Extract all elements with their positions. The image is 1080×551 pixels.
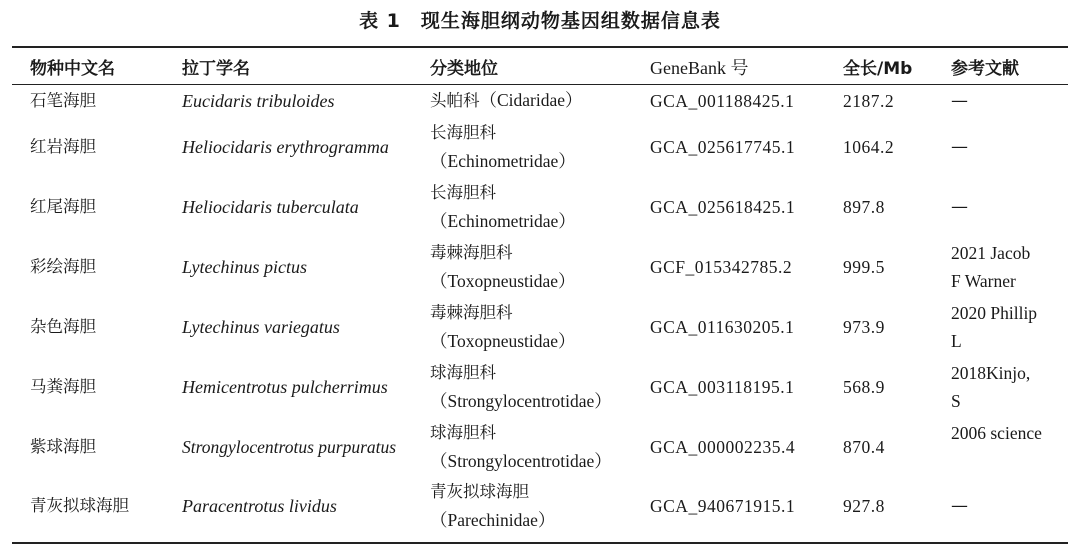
species-chinese-name: 红岩海胆 xyxy=(30,137,96,156)
table-row xyxy=(0,477,1080,535)
species-latin-name: Paracentrotus lividus xyxy=(182,496,337,516)
species-latin-name: Lytechinus variegatus xyxy=(182,317,340,337)
table-number: 表 1 xyxy=(359,10,401,32)
species-chinese-name: 彩绘海胆 xyxy=(30,257,96,276)
top-rule xyxy=(12,46,1068,48)
reference-cell: — xyxy=(951,137,968,157)
table-title: 现生海胆纲动物基因组数据信息表 xyxy=(420,10,721,32)
header-taxonomy: 分类地位 xyxy=(430,59,498,79)
species-latin-name: Heliocidaris erythrogramma xyxy=(182,137,389,157)
bottom-rule xyxy=(12,542,1068,544)
reference-cell: 2020 Phillip L xyxy=(951,303,1038,351)
genome-length: 927.8 xyxy=(843,496,885,516)
header-genebank: GeneBank 号 xyxy=(650,58,749,78)
species-chinese-name: 石笔海胆 xyxy=(30,90,96,110)
reference-cell: — xyxy=(951,496,968,516)
table-row xyxy=(0,117,1080,177)
table-row xyxy=(0,84,1080,117)
taxonomy-cell: 长海胆科 （Echinometridae） xyxy=(430,183,576,231)
genome-length: 973.9 xyxy=(843,317,885,337)
table-row xyxy=(0,297,1080,357)
accession-number: GCF_015342785.2 xyxy=(650,257,793,277)
species-latin-name: Lytechinus pictus xyxy=(182,257,307,277)
table-caption xyxy=(0,6,1080,33)
taxonomy-cell: 青灰拟球海胆 （Parechinidae） xyxy=(430,482,556,530)
accession-number: GCA_003118195.1 xyxy=(650,377,795,397)
species-chinese-name: 马粪海胆 xyxy=(30,377,96,396)
species-latin-name: Strongylocentrotus purpuratus xyxy=(182,437,397,457)
taxonomy-cell: 球海胆科 （Strongylocentrotidae） xyxy=(430,423,612,471)
reference-cell: 2006 science xyxy=(951,423,1042,443)
species-latin-name: Hemicentrotus pulcherrimus xyxy=(182,377,388,397)
table-row xyxy=(0,357,1080,417)
accession-number: GCA_025617745.1 xyxy=(650,137,796,157)
table-row xyxy=(0,177,1080,237)
reference-cell: 2021 Jacob F Warner xyxy=(951,243,1031,291)
species-chinese-name: 杂色海胆 xyxy=(30,317,96,336)
table-body xyxy=(0,84,1080,535)
taxonomy-cell: 毒棘海胆科 （Toxopneustidae） xyxy=(430,303,576,351)
species-chinese-name: 紫球海胆 xyxy=(30,437,96,456)
reference-cell: — xyxy=(951,90,968,111)
taxonomy-cell: 头帕科（Cidaridae） xyxy=(430,90,583,110)
header-chinese-name: 物种中文名 xyxy=(30,59,115,79)
taxonomy-cell: 毒棘海胆科 （Toxopneustidae） xyxy=(430,243,576,291)
table-row xyxy=(0,237,1080,297)
accession-number: GCA_940671915.1 xyxy=(650,496,796,516)
species-latin-name: Heliocidaris tuberculata xyxy=(182,197,359,217)
accession-number: GCA_000002235.4 xyxy=(650,437,796,457)
genome-length: 1064.2 xyxy=(843,137,895,157)
header-latin-name: 拉丁学名 xyxy=(182,59,250,79)
species-latin-name: Eucidaris tribuloides xyxy=(182,90,335,111)
genome-length: 870.4 xyxy=(843,437,885,457)
species-chinese-name: 青灰拟球海胆 xyxy=(30,496,129,515)
header-reference: 参考文献 xyxy=(951,59,1019,79)
genome-length: 2187.2 xyxy=(843,90,895,111)
species-chinese-name: 红尾海胆 xyxy=(30,197,96,216)
genome-length: 568.9 xyxy=(843,377,885,397)
header-length: 全长/Mb xyxy=(843,59,913,79)
reference-cell: 2018Kinjo, S xyxy=(951,363,1031,411)
table-header xyxy=(0,50,1080,84)
accession-number: GCA_025618425.1 xyxy=(650,197,796,217)
accession-number: GCA_001188425.1 xyxy=(650,90,795,111)
genome-length: 999.5 xyxy=(843,257,885,277)
table-row xyxy=(0,417,1080,477)
genome-length: 897.8 xyxy=(843,197,885,217)
taxonomy-cell: 球海胆科 （Strongylocentrotidae） xyxy=(430,363,612,411)
taxonomy-cell: 长海胆科 （Echinometridae） xyxy=(430,123,576,171)
reference-cell: — xyxy=(951,197,968,217)
accession-number: GCA_011630205.1 xyxy=(650,317,795,337)
